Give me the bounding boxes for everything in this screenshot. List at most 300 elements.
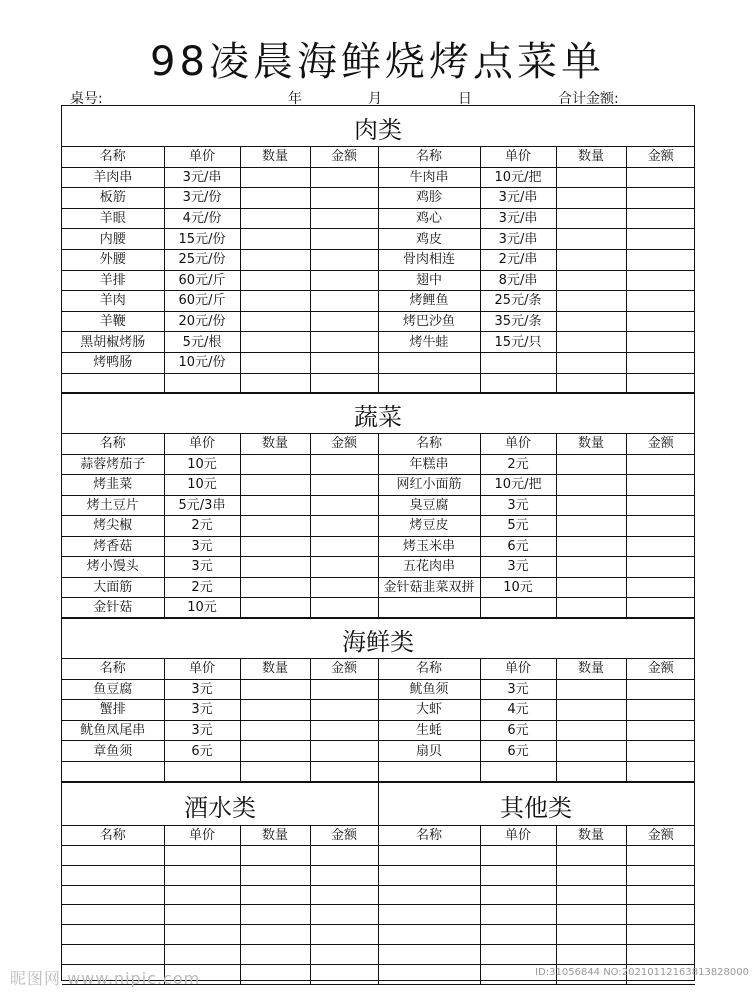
item-name: 羊肉 [62,291,164,312]
amount-cell[interactable] [310,598,378,619]
quantity-cell[interactable] [240,905,310,925]
amount-cell[interactable] [310,454,378,475]
item-name: 鱿鱼须 [378,679,480,700]
item-price [164,373,240,394]
column-header: 金额 [310,659,378,680]
item-name [378,944,480,964]
section-3-table [62,658,695,783]
item-name: 板筋 [62,188,164,209]
column-header: 数量 [556,659,626,680]
amount-cell[interactable] [626,536,695,557]
amount-cell[interactable] [626,188,695,209]
column-header: 名称 [62,147,164,168]
table-header-row [62,659,695,680]
quantity-cell[interactable] [240,925,310,945]
column-header: 名称 [62,826,164,846]
quantity-cell[interactable] [556,454,626,475]
amount-cell[interactable] [310,167,378,188]
quantity-cell[interactable] [556,720,626,741]
amount-cell[interactable] [310,679,378,700]
item-name: 烤尖椒 [62,516,164,537]
section-1-table [62,146,695,394]
amount-cell[interactable] [310,352,378,373]
quantity-cell[interactable] [240,536,310,557]
table-row [62,332,695,353]
item-price: 5元 [480,516,556,537]
item-name: 烤鸭肠 [62,352,164,373]
item-name [62,885,164,905]
item-name: 鸡皮 [378,229,480,250]
item-price: 3元 [164,700,240,721]
item-name: 烤土豆片 [62,495,164,516]
item-name [62,905,164,925]
item-price [480,352,556,373]
quantity-cell[interactable] [556,373,626,394]
column-header: 单价 [480,659,556,680]
column-header: 数量 [556,826,626,846]
quantity-cell[interactable] [556,700,626,721]
item-price: 2元 [480,454,556,475]
amount-cell[interactable] [310,865,378,885]
quantity-cell[interactable] [240,311,310,332]
item-price [164,885,240,905]
item-price: 3元 [164,557,240,578]
item-name: 羊肉串 [62,167,164,188]
quantity-cell[interactable] [556,188,626,209]
item-name: 蟹排 [62,700,164,721]
quantity-cell[interactable] [240,454,310,475]
amount-cell[interactable] [626,846,695,866]
quantity-cell[interactable] [240,964,310,984]
item-price [164,925,240,945]
amount-cell[interactable] [626,373,695,394]
item-name: 年糕串 [378,454,480,475]
amount-cell[interactable] [310,516,378,537]
quantity-cell[interactable] [556,311,626,332]
quantity-cell[interactable] [556,208,626,229]
table-header-row [62,434,695,455]
item-price: 3元 [164,720,240,741]
amount-cell[interactable] [626,885,695,905]
item-price: 6元 [164,741,240,762]
amount-cell[interactable] [310,229,378,250]
quantity-cell[interactable] [556,352,626,373]
item-price: 3元/串 [480,229,556,250]
drinks-others-table [62,825,695,985]
item-name: 烤小馒头 [62,557,164,578]
quantity-cell[interactable] [556,679,626,700]
item-price: 20元/份 [164,311,240,332]
column-header: 金额 [626,826,695,846]
item-name: 烤牛蛙 [378,332,480,353]
amount-cell[interactable] [626,291,695,312]
quantity-cell[interactable] [556,167,626,188]
amount-cell[interactable] [626,700,695,721]
quantity-cell[interactable] [556,475,626,496]
item-name: 烤香菇 [62,536,164,557]
item-price: 15元/份 [164,229,240,250]
item-name: 黑胡椒烤肠 [62,332,164,353]
table-row [62,944,695,964]
table-row [62,925,695,945]
total-amount-label: 合计金额: [558,91,619,107]
quantity-cell[interactable] [556,885,626,905]
amount-cell[interactable] [310,944,378,964]
watermark-right: ID:31056844 NO:20210112163813828000 [535,967,749,978]
column-header: 单价 [480,826,556,846]
item-price: 15元/只 [480,332,556,353]
column-header: 单价 [480,147,556,168]
item-price [164,761,240,782]
item-price: 10元/份 [164,352,240,373]
title-divider [378,782,379,825]
item-price: 6元 [480,720,556,741]
item-price: 60元/斤 [164,270,240,291]
quantity-cell[interactable] [556,925,626,945]
item-name [62,846,164,866]
item-price: 5元/3串 [164,495,240,516]
item-price: 2元/串 [480,249,556,270]
amount-cell[interactable] [626,352,695,373]
column-header: 数量 [240,659,310,680]
item-price: 5元/根 [164,332,240,353]
column-header: 名称 [62,659,164,680]
item-price: 4元/份 [164,208,240,229]
item-name [378,964,480,984]
quantity-cell[interactable] [556,516,626,537]
item-name [378,761,480,782]
amount-cell[interactable] [310,475,378,496]
day-label: 日 [458,91,472,107]
amount-cell[interactable] [626,865,695,885]
item-name: 外腰 [62,249,164,270]
menu-sheet [61,105,695,981]
quantity-cell[interactable] [240,475,310,496]
quantity-cell[interactable] [556,865,626,885]
item-price: 2元 [164,577,240,598]
quantity-cell[interactable] [240,865,310,885]
amount-cell[interactable] [626,720,695,741]
column-header: 金额 [626,659,695,680]
quantity-cell[interactable] [240,229,310,250]
quantity-cell[interactable] [240,885,310,905]
quantity-cell[interactable] [556,761,626,782]
item-name [378,905,480,925]
item-price [480,761,556,782]
quantity-cell[interactable] [240,679,310,700]
column-header: 金额 [310,826,378,846]
item-price [480,846,556,866]
column-header: 名称 [378,434,480,455]
section-title: 蔬菜 [354,403,402,431]
quantity-cell[interactable] [240,720,310,741]
amount-cell[interactable] [626,944,695,964]
quantity-cell[interactable] [240,495,310,516]
quantity-cell[interactable] [240,332,310,353]
table-row [62,598,695,619]
item-price: 6元 [480,536,556,557]
quantity-cell[interactable] [240,167,310,188]
item-price: 10元 [164,598,240,619]
amount-cell[interactable] [626,167,695,188]
table-row [62,846,695,866]
column-header: 名称 [378,147,480,168]
item-price: 3元/串 [480,188,556,209]
amount-cell[interactable] [310,700,378,721]
item-price: 3元 [480,557,556,578]
quantity-cell[interactable] [240,249,310,270]
item-name: 扇贝 [378,741,480,762]
item-name: 鸡心 [378,208,480,229]
table-row [62,495,695,516]
amount-cell[interactable] [310,905,378,925]
item-price [480,865,556,885]
column-header: 数量 [556,147,626,168]
amount-cell[interactable] [310,270,378,291]
quantity-cell[interactable] [556,944,626,964]
amount-cell[interactable] [310,577,378,598]
quantity-cell[interactable] [240,208,310,229]
item-name: 大面筋 [62,577,164,598]
quantity-cell[interactable] [556,557,626,578]
item-name [62,925,164,945]
table-row [62,249,695,270]
item-price: 10元/把 [480,167,556,188]
item-price: 3元 [480,679,556,700]
item-price [164,865,240,885]
quantity-cell[interactable] [556,229,626,250]
quantity-cell[interactable] [556,741,626,762]
table-row [62,905,695,925]
quantity-cell[interactable] [556,291,626,312]
amount-cell[interactable] [310,495,378,516]
item-price: 10元/把 [480,475,556,496]
table-row [62,311,695,332]
item-name: 大虾 [378,700,480,721]
amount-cell[interactable] [310,925,378,945]
quantity-cell[interactable] [556,577,626,598]
section-title: 海鲜类 [342,628,414,656]
item-name [378,865,480,885]
quantity-cell[interactable] [556,270,626,291]
item-price: 6元 [480,741,556,762]
amount-cell[interactable] [626,905,695,925]
quantity-cell[interactable] [240,373,310,394]
amount-cell[interactable] [310,291,378,312]
amount-cell[interactable] [626,925,695,945]
table-row [62,557,695,578]
quantity-cell[interactable] [240,270,310,291]
item-price [480,885,556,905]
item-name: 章鱼须 [62,741,164,762]
amount-cell[interactable] [310,249,378,270]
section-2 [62,392,694,616]
table-row [62,700,695,721]
item-name: 鱿鱼凤尾串 [62,720,164,741]
table-row [62,454,695,475]
quantity-cell[interactable] [556,905,626,925]
item-name: 骨肉相连 [378,249,480,270]
item-name: 烤鲤鱼 [378,291,480,312]
quantity-cell[interactable] [240,516,310,537]
amount-cell[interactable] [310,761,378,782]
amount-cell[interactable] [626,516,695,537]
item-name: 金针菇韭菜双拼 [378,577,480,598]
quantity-cell[interactable] [240,598,310,619]
column-header: 名称 [378,659,480,680]
amount-cell[interactable] [626,475,695,496]
item-name: 五花肉串 [378,557,480,578]
quantity-cell[interactable] [556,249,626,270]
item-name: 烤玉米串 [378,536,480,557]
item-price [164,944,240,964]
amount-cell[interactable] [626,332,695,353]
amount-cell[interactable] [310,885,378,905]
table-row [62,208,695,229]
item-name: 蒜蓉烤茄子 [62,454,164,475]
amount-cell[interactable] [626,761,695,782]
item-name: 翅中 [378,270,480,291]
quantity-cell[interactable] [556,846,626,866]
item-name [378,846,480,866]
amount-cell[interactable] [310,332,378,353]
section-3 [62,617,694,759]
amount-cell[interactable] [626,557,695,578]
quantity-cell[interactable] [556,598,626,619]
item-price [164,905,240,925]
quantity-cell[interactable] [240,741,310,762]
item-name [62,944,164,964]
item-name [62,865,164,885]
amount-cell[interactable] [310,964,378,984]
item-price [164,846,240,866]
amount-cell[interactable] [310,846,378,866]
column-header: 名称 [62,434,164,455]
amount-cell[interactable] [626,311,695,332]
column-header: 数量 [240,147,310,168]
amount-cell[interactable] [310,208,378,229]
month-label: 月 [368,91,382,107]
amount-cell[interactable] [626,270,695,291]
item-name: 金针菇 [62,598,164,619]
column-header: 单价 [164,826,240,846]
column-header: 单价 [480,434,556,455]
item-name: 网红小面筋 [378,475,480,496]
amount-cell[interactable] [310,741,378,762]
quantity-cell[interactable] [556,332,626,353]
table-header-row [62,147,695,168]
quantity-cell[interactable] [240,577,310,598]
item-name: 鸡胗 [378,188,480,209]
item-price: 3元 [164,536,240,557]
table-row [62,516,695,537]
item-name: 烤豆皮 [378,516,480,537]
item-name [378,885,480,905]
table-row [62,373,695,394]
item-name [62,373,164,394]
drinks-others-section [62,781,694,843]
column-header: 数量 [556,434,626,455]
page-title: 98凌晨海鲜烧烤点菜单 [150,39,605,85]
quantity-cell[interactable] [240,761,310,782]
table-row [62,761,695,782]
item-price: 10元 [480,577,556,598]
quantity-cell[interactable] [240,557,310,578]
column-header: 单价 [164,659,240,680]
quantity-cell[interactable] [240,944,310,964]
item-price: 10元 [164,475,240,496]
amount-cell[interactable] [310,557,378,578]
item-price: 3元 [480,495,556,516]
item-name: 羊眼 [62,208,164,229]
item-price: 10元 [164,454,240,475]
quantity-cell[interactable] [240,188,310,209]
table-row [62,577,695,598]
column-header: 单价 [164,147,240,168]
table-row [62,270,695,291]
table-row [62,352,695,373]
quantity-cell[interactable] [240,700,310,721]
amount-cell[interactable] [626,598,695,619]
column-header: 数量 [240,434,310,455]
table-row [62,679,695,700]
table-row [62,720,695,741]
item-price: 3元/串 [480,208,556,229]
item-name [378,925,480,945]
column-header: 金额 [626,147,695,168]
column-header: 名称 [378,826,480,846]
item-price: 25元/份 [164,249,240,270]
amount-cell[interactable] [626,208,695,229]
amount-cell[interactable] [626,577,695,598]
item-price: 3元/份 [164,188,240,209]
amount-cell[interactable] [626,454,695,475]
item-name: 烤韭菜 [62,475,164,496]
quantity-cell[interactable] [240,846,310,866]
table-row [62,291,695,312]
amount-cell[interactable] [626,495,695,516]
item-price [480,598,556,619]
item-price [480,925,556,945]
item-price: 60元/斤 [164,291,240,312]
amount-cell[interactable] [310,311,378,332]
quantity-cell[interactable] [556,495,626,516]
item-price [480,373,556,394]
quantity-cell[interactable] [240,291,310,312]
table-row [62,865,695,885]
amount-cell[interactable] [310,536,378,557]
amount-cell[interactable] [310,188,378,209]
item-name: 鱼豆腐 [62,679,164,700]
amount-cell[interactable] [626,679,695,700]
item-name: 烤巴沙鱼 [378,311,480,332]
item-name [378,352,480,373]
amount-cell[interactable] [310,720,378,741]
amount-cell[interactable] [310,373,378,394]
table-row [62,475,695,496]
table-row [62,741,695,762]
table-number-label: 桌号: [70,91,103,107]
quantity-cell[interactable] [240,352,310,373]
table-row [62,167,695,188]
quantity-cell[interactable] [556,536,626,557]
amount-cell[interactable] [626,249,695,270]
amount-cell[interactable] [626,229,695,250]
amount-cell[interactable] [626,741,695,762]
item-price: 35元/条 [480,311,556,332]
item-name: 羊鞭 [62,311,164,332]
watermark-left: 昵图网 www.nipic.com [10,969,201,988]
